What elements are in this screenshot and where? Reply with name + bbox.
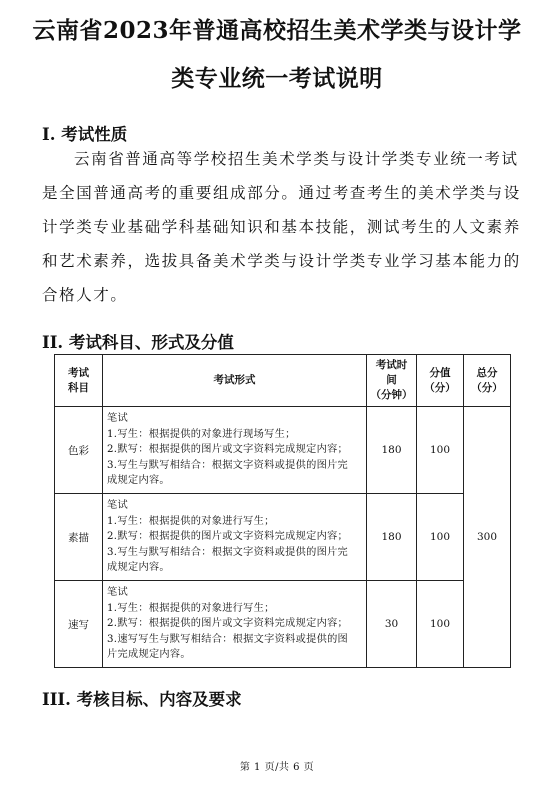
mode-cell: 笔试 1.写生：根据提供的对象进行写生； 2.默写：根据提供的图片或文字资料完成规定内容； 3.速写写生与默写相结合：根据文字资料或提供的图 片完成规定内容。 [103,581,367,668]
section1-paragraph [42,142,530,312]
table-row [55,581,511,668]
exam-table [54,354,511,668]
mode-cell: 笔试 1.写生：根据提供的对象进行现场写生； 2.默写：根据提供的图片或文字资料完成规定内容； 3.写生与默写相结合：根据文字资料或提供的图片完 成规定内容。 [103,407,367,494]
paragraph-line: 合格人才。 [42,286,128,304]
header-mode: 考试形式 [103,355,367,407]
header-total: 总分 （分） [464,355,511,407]
document-title-line2: 类专业统一考试说明 [171,65,383,92]
total-cell: 300 [464,407,511,668]
section1-heading: I. 考试性质 [42,125,128,144]
header-subject: 考试 科目 [55,355,103,407]
score-cell: 100 [417,494,464,581]
subject-cell: 素描 [55,494,103,581]
paragraph-line: 云南省普通高等学校招生美术学类与设计学类专业统一考试 [74,150,519,168]
table-row [55,494,511,581]
page-number: 第 1 页/共 6 页 [239,762,315,773]
table-header-row [55,355,511,407]
score-cell: 100 [417,581,464,668]
score-cell: 100 [417,407,464,494]
mode-cell: 笔试 1.写生：根据提供的对象进行写生； 2.默写：根据提供的图片或文字资料完成规定内容； 3.写生与默写相结合：根据文字资料或提供的图片完 成规定内容。 [103,494,367,581]
header-time: 考试时 间 （分钟） [367,355,417,407]
section3-heading: III. 考核目标、内容及要求 [42,690,242,709]
time-cell: 30 [367,581,417,668]
time-cell: 180 [367,407,417,494]
subject-cell: 速写 [55,581,103,668]
paragraph-line: 和艺术素养，选拔具备美术学类与设计学类专业学习基本能力的 [42,252,521,270]
subject-cell: 色彩 [55,407,103,494]
time-cell: 180 [367,494,417,581]
table-row [55,407,511,494]
paragraph-line: 计学类专业基础学科基础知识和基本技能，测试考生的人文素养 [42,218,521,236]
document-title-line1: 云南省2023年普通高校招生美术学类与设计学 [32,17,522,44]
header-score: 分值 （分） [417,355,464,407]
paragraph-line: 是全国普通高考的重要组成部分。通过考查考生的美术学类与设 [42,184,521,202]
section2-heading: II. 考试科目、形式及分值 [42,333,234,352]
